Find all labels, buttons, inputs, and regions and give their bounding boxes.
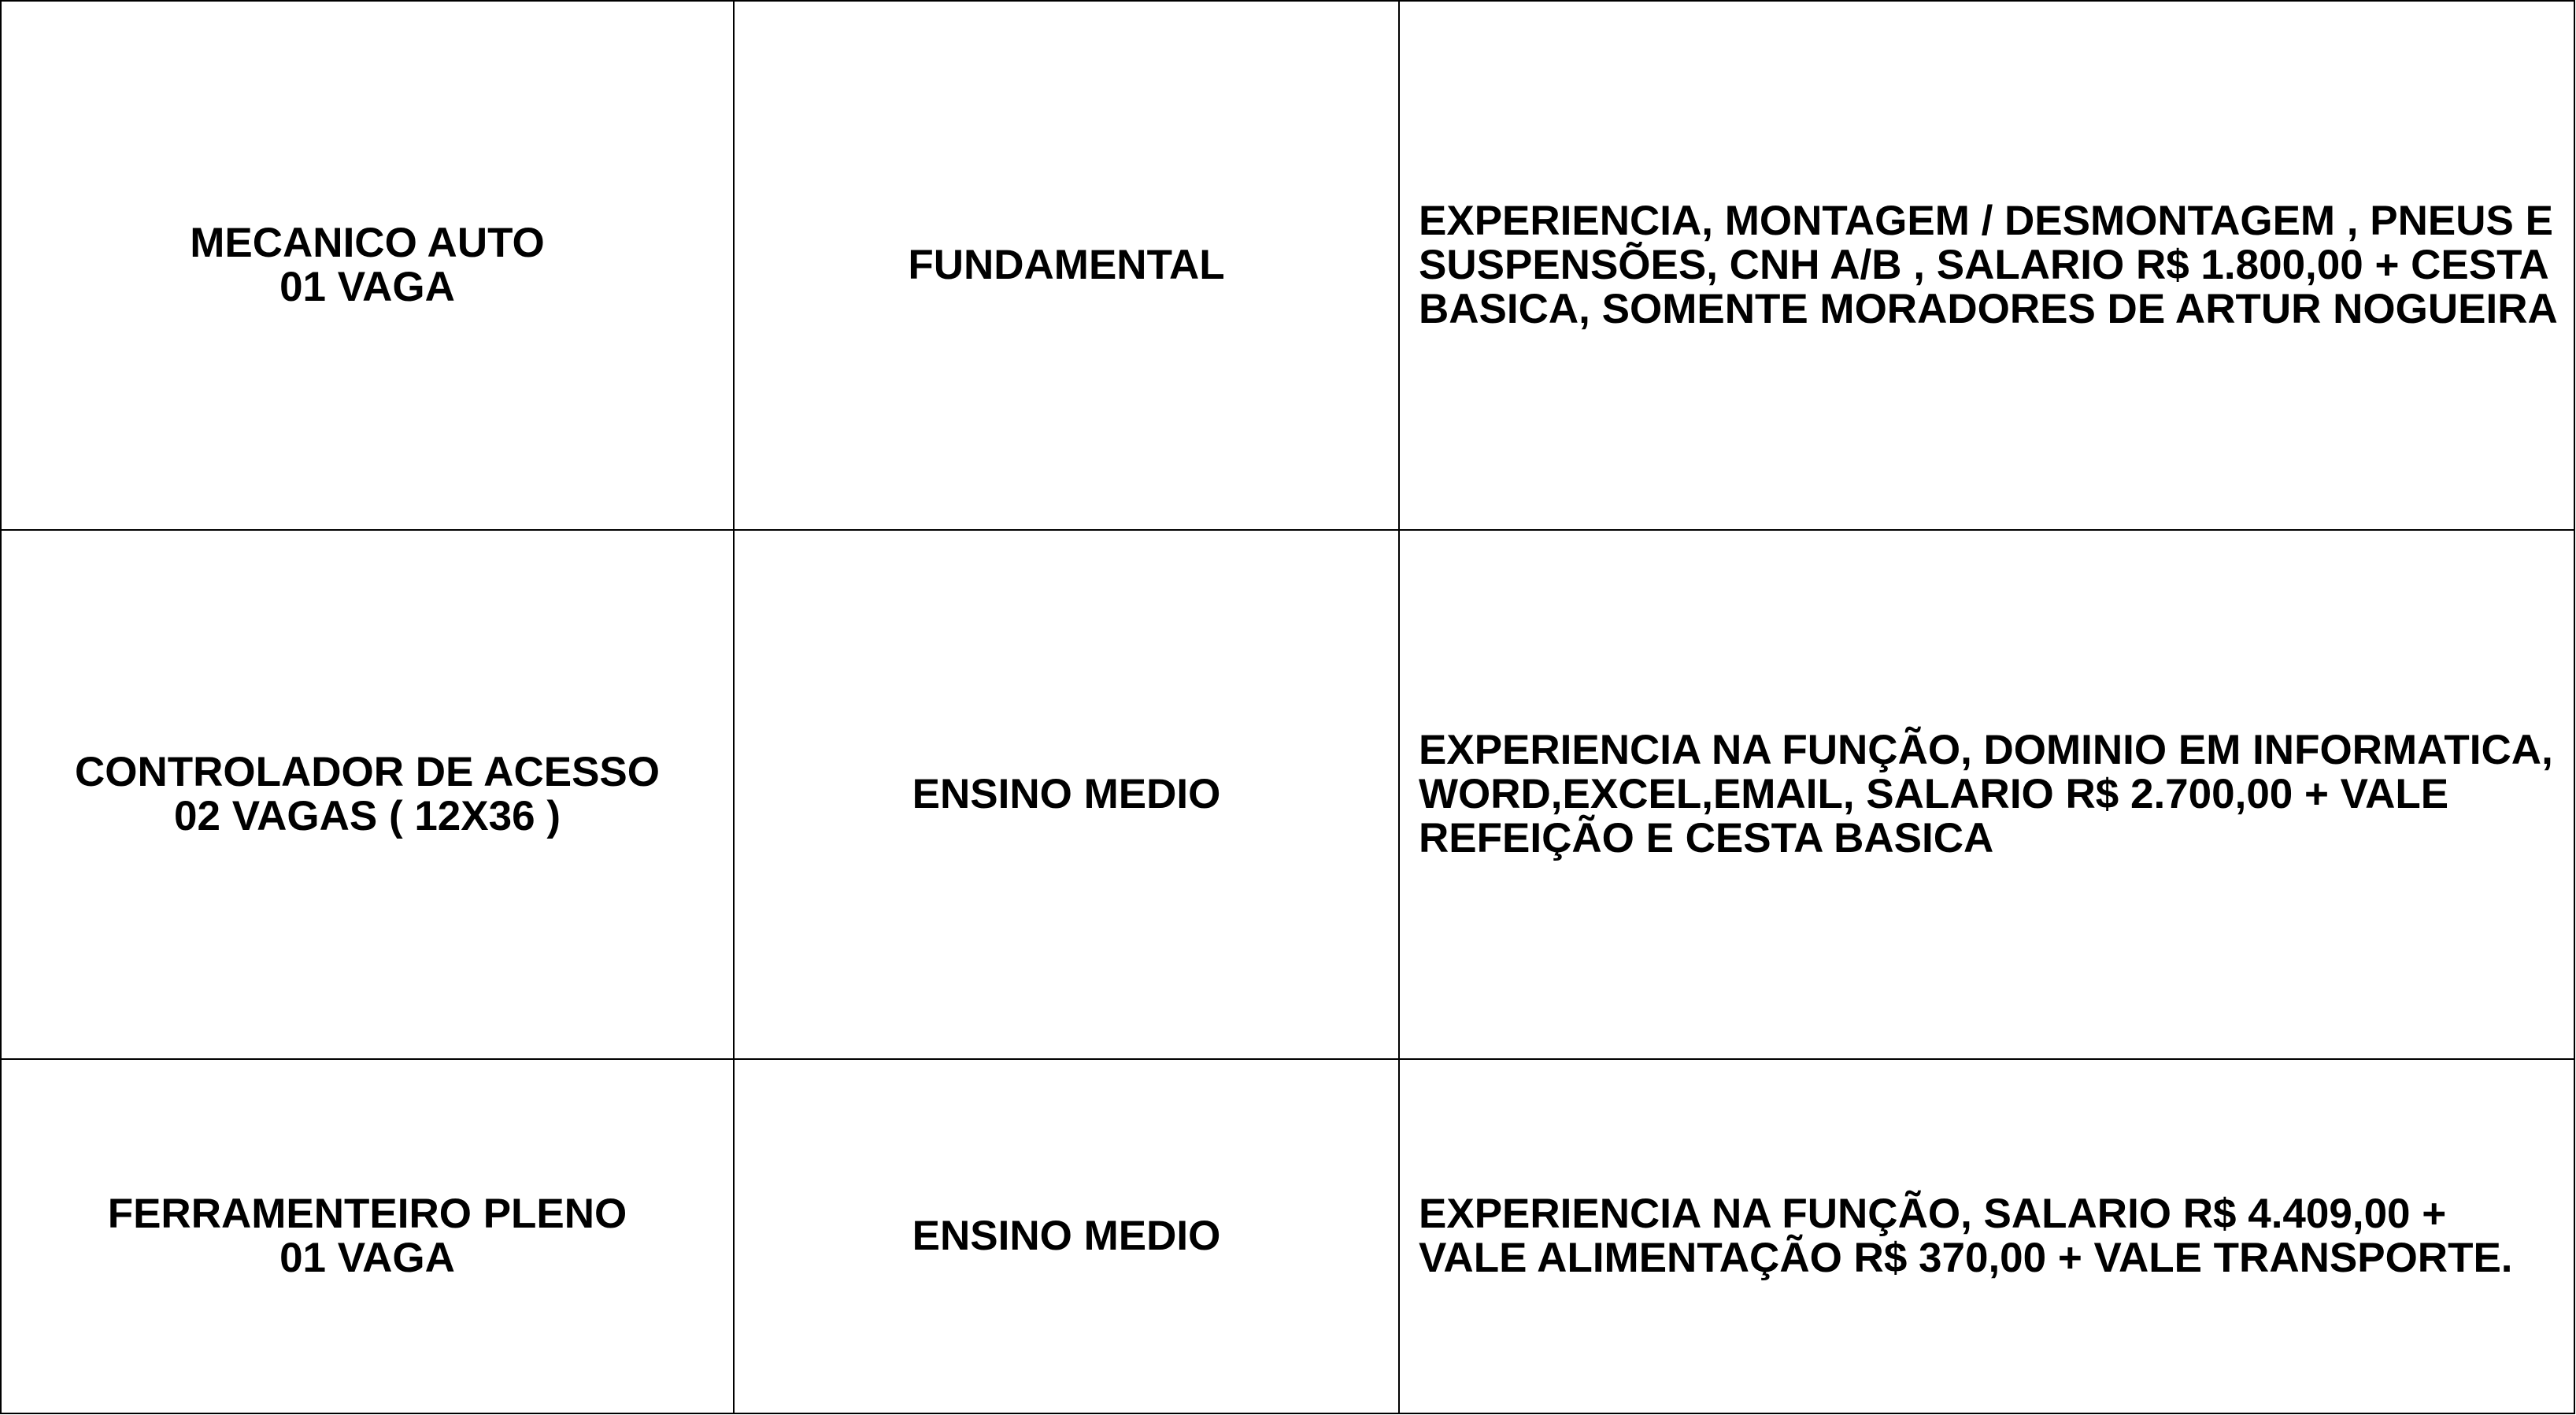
role-cell	[1, 530, 734, 1059]
education-cell	[734, 1059, 1399, 1414]
education-level: FUNDAMENTAL	[908, 241, 1225, 288]
requirements-text: EXPERIENCIA, MONTAGEM / DESMONTAGEM , PNEUS E SUSPENSÕES, CNH A/B , SALARIO R$ 1.800,00 + CESTA BASICA, SOMENTE MORADORES DE ARTUR NOGUEIRA	[1419, 197, 2558, 332]
vacancy-count: 02 VAGAS ( 12X36 )	[174, 792, 561, 839]
education-level: ENSINO MEDIO	[912, 1212, 1221, 1259]
requirements-text: EXPERIENCIA NA FUNÇÃO, SALARIO R$ 4.409,00 + VALE ALIMENTAÇÃO R$ 370,00 + VALE TRANSPORTE.	[1419, 1190, 2513, 1281]
role-title: CONTROLADOR DE ACESSO	[74, 748, 660, 795]
education-cell	[734, 1, 1399, 530]
role-title: MECANICO AUTO	[190, 219, 545, 266]
table-row	[1, 530, 2574, 1059]
role-cell	[1, 1, 734, 530]
requirements-cell	[1399, 530, 2574, 1059]
requirements-text: EXPERIENCIA NA FUNÇÃO, DOMINIO EM INFORMATICA, WORD,EXCEL,EMAIL, SALARIO R$ 2.700,00 + VALE REFEIÇÃO E CESTA BASICA	[1419, 726, 2553, 861]
vacancy-count: 01 VAGA	[279, 1234, 455, 1281]
vacancy-count: 01 VAGA	[279, 263, 455, 310]
role-title: FERRAMENTEIRO PLENO	[107, 1190, 627, 1237]
education-cell	[734, 530, 1399, 1059]
education-level: ENSINO MEDIO	[912, 770, 1221, 817]
table-row	[1, 1059, 2574, 1414]
role-cell	[1, 1059, 734, 1414]
requirements-cell	[1399, 1059, 2574, 1414]
table-row	[1, 1, 2574, 530]
requirements-cell	[1399, 1, 2574, 530]
